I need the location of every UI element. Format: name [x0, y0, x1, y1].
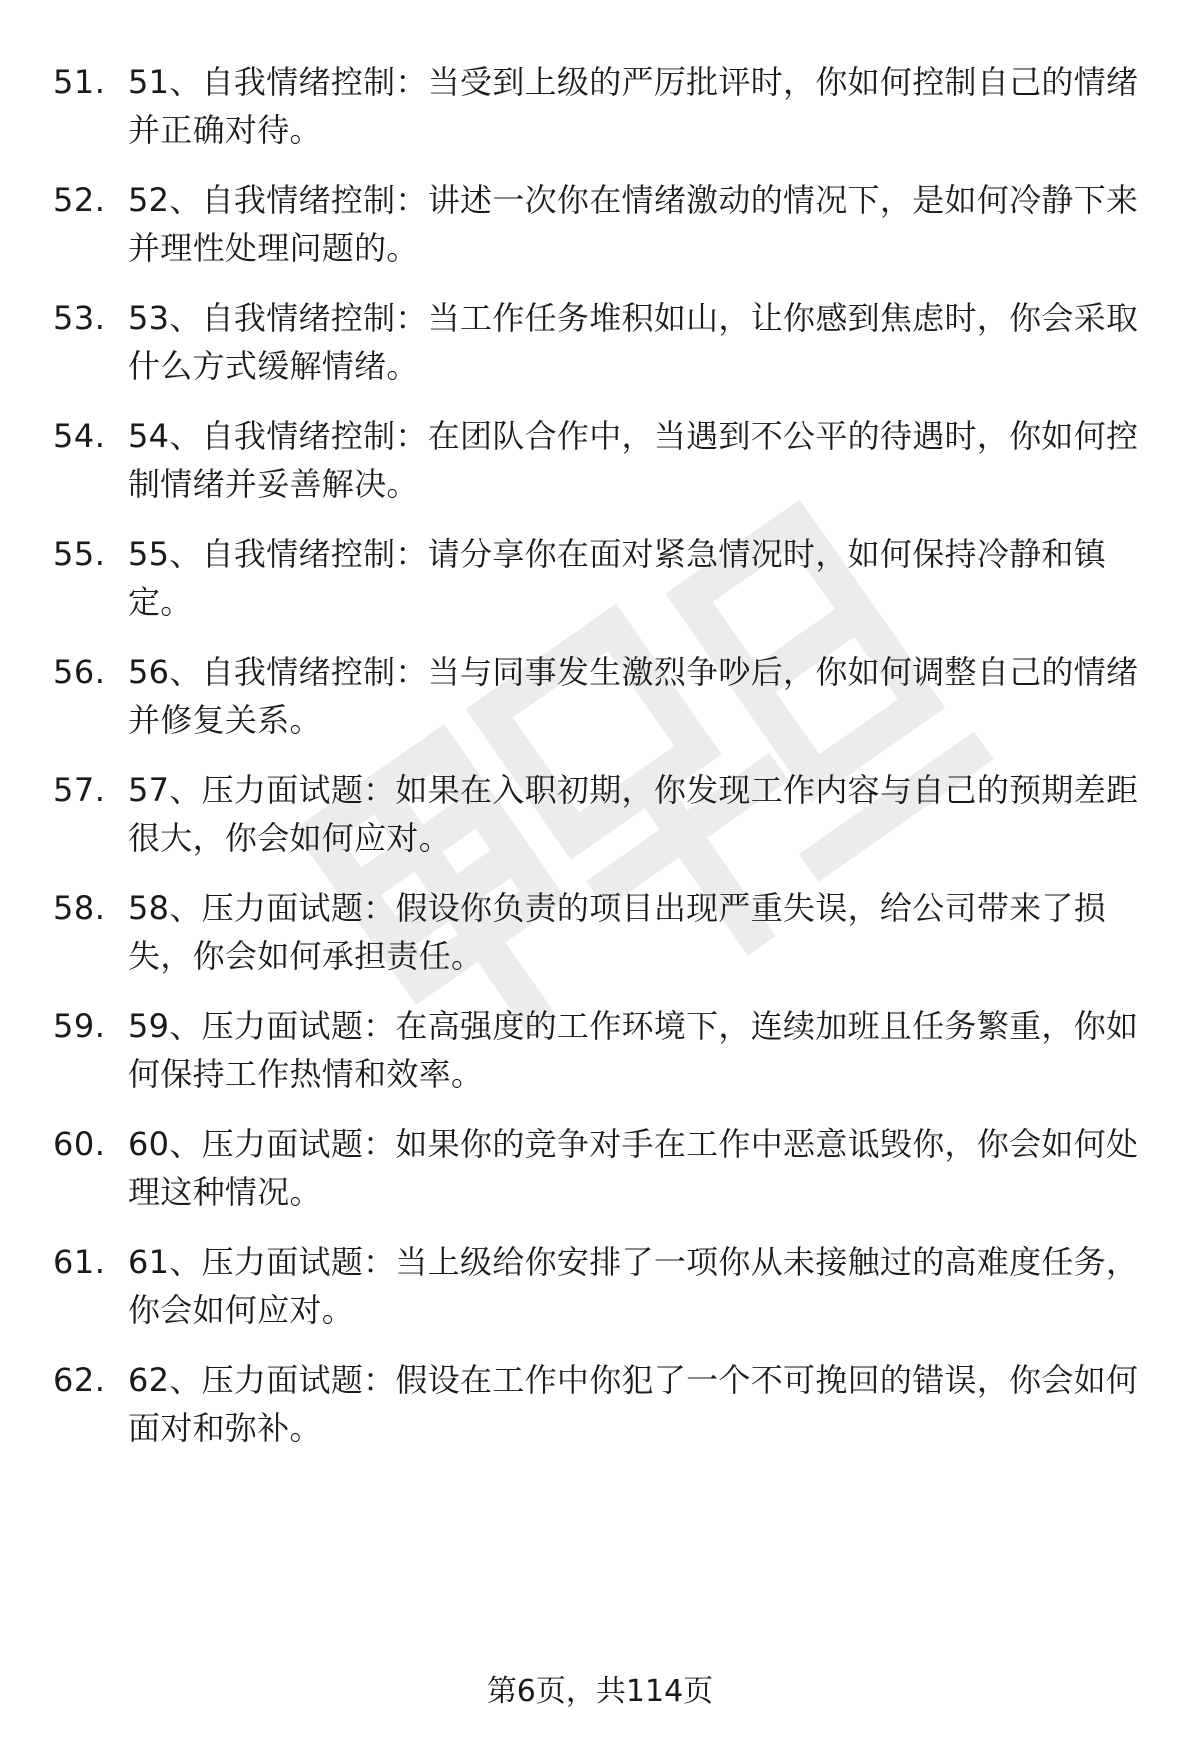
list-item [0, 1238, 1200, 1348]
list-item [0, 176, 1200, 286]
item-number: 61. [53, 1243, 106, 1281]
item-text: 56、自我情绪控制：当与同事发生激烈争吵后，你如何调整自己的情绪并修复关系。 [128, 653, 1139, 739]
item-number: 59. [53, 1007, 106, 1045]
item-text: 59、压力面试题：在高强度的工作环境下，连续加班且任务繁重，你如何保持工作热情和效率。 [128, 1007, 1139, 1093]
list-item [0, 1356, 1200, 1466]
item-text: 53、自我情绪控制：当工作任务堆积如山，让你感到焦虑时，你会采取什么方式缓解情绪。 [128, 299, 1139, 385]
list-item [0, 884, 1200, 994]
item-number: 51. [53, 63, 106, 101]
item-text: 62、压力面试题：假设在工作中你犯了一个不可挽回的错误，你会如何面对和弥补。 [128, 1361, 1139, 1447]
list-item [0, 766, 1200, 876]
item-number: 62. [53, 1361, 106, 1399]
list-item [0, 294, 1200, 404]
item-number: 58. [53, 889, 106, 927]
list-item [0, 530, 1200, 640]
item-number: 55. [53, 535, 106, 573]
item-number: 57. [53, 771, 106, 809]
list-item [0, 412, 1200, 522]
item-number: 52. [53, 181, 106, 219]
list-item [0, 1002, 1200, 1112]
item-text: 54、自我情绪控制：在团队合作中，当遇到不公平的待遇时，你如何控制情绪并妥善解决。 [128, 417, 1139, 503]
item-text: 61、压力面试题：当上级给你安排了一项你从未接触过的高难度任务，你会如何应对。 [128, 1243, 1139, 1329]
item-number: 56. [53, 653, 106, 691]
item-text: 57、压力面试题：如果在入职初期，你发现工作内容与自己的预期差距很大，你会如何应对。 [128, 771, 1139, 857]
page-footer: 第6页，共114页 [486, 1674, 714, 1709]
list-item [0, 58, 1200, 168]
item-text: 52、自我情绪控制：讲述一次你在情绪激动的情况下，是如何冷静下来并理性处理问题的。 [128, 181, 1139, 267]
item-number: 54. [53, 417, 106, 455]
item-text: 60、压力面试题：如果你的竞争对手在工作中恶意诋毁你，你会如何处理这种情况。 [128, 1125, 1139, 1211]
item-text: 51、自我情绪控制：当受到上级的严厉批评时，你如何控制自己的情绪并正确对待。 [128, 63, 1139, 149]
item-text: 58、压力面试题：假设你负责的项目出现严重失误，给公司带来了损失，你会如何承担责任。 [128, 889, 1107, 975]
item-number: 53. [53, 299, 106, 337]
list-item [0, 1120, 1200, 1230]
item-number: 60. [53, 1125, 106, 1163]
list-item [0, 648, 1200, 758]
item-text: 55、自我情绪控制：请分享你在面对紧急情况时，如何保持冷静和镇定。 [128, 535, 1107, 621]
